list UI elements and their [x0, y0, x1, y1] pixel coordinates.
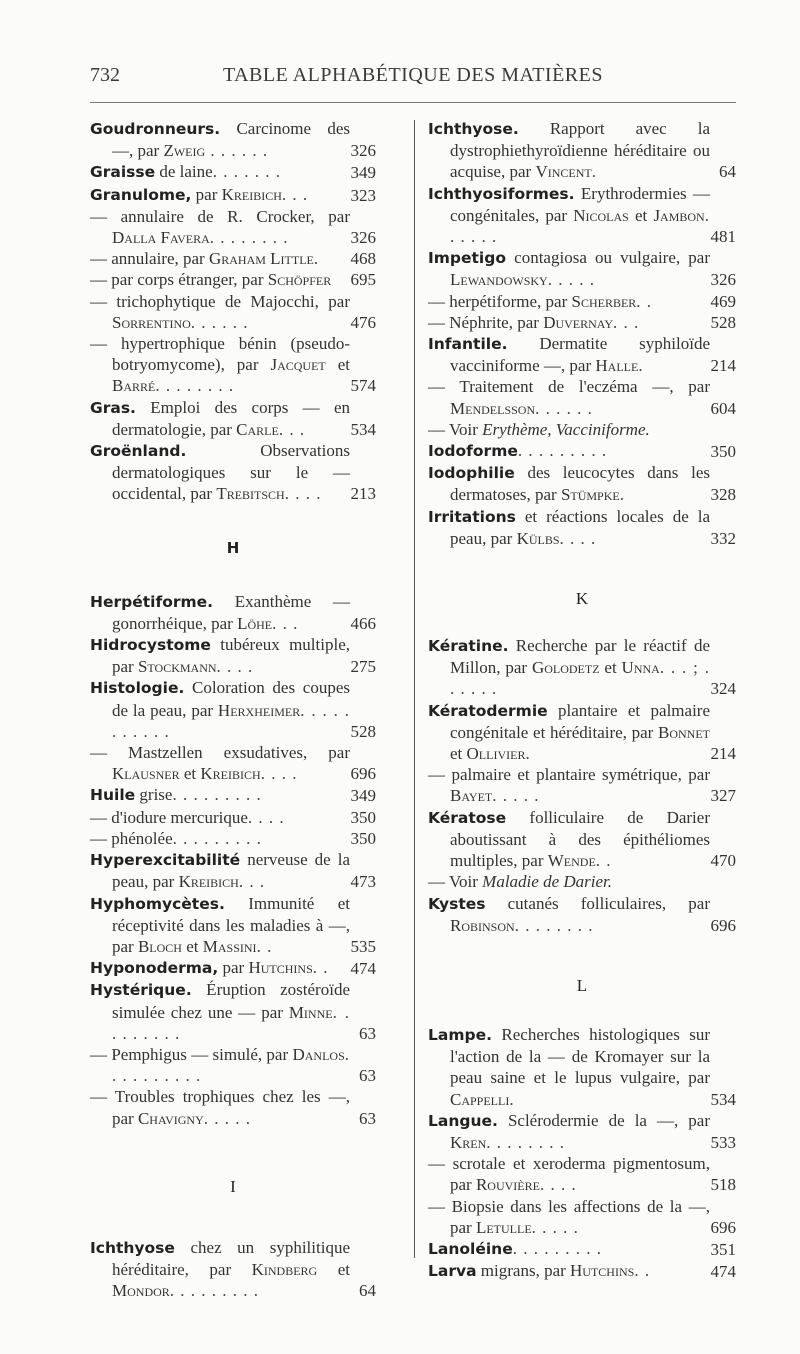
entry-keyword: Gras. — [90, 398, 136, 417]
entry-leaders: . . . . . . . . . — [172, 785, 262, 805]
index-entry — [90, 849, 376, 892]
entry-author: Kreibich — [200, 764, 261, 784]
entry-author: Mendelsson — [450, 398, 536, 418]
entry-text: cutanés folliculaires, par — [485, 893, 710, 913]
entry-author: Halle — [595, 356, 639, 376]
index-entry — [90, 440, 376, 505]
header-rule — [90, 102, 736, 103]
entry-leaders: . . . . . . . . . — [169, 1281, 260, 1301]
entry-text: — annulaire de R. Crocker, par — [90, 206, 350, 226]
entry-leaders: . . — [595, 851, 612, 871]
index-entry — [428, 118, 736, 183]
index-entry — [428, 635, 736, 700]
entry-page: 63 — [359, 1023, 376, 1043]
section-letter-l: L — [576, 975, 588, 995]
entry-keyword: Kératodermie — [428, 701, 548, 720]
index-entry — [428, 893, 736, 936]
entry-page: 474 — [710, 1262, 736, 1282]
index-entry — [428, 183, 736, 248]
entry-author: Klausner — [112, 764, 180, 784]
entry-text: — par corps étranger, par — [90, 270, 268, 290]
index-entry — [428, 1196, 736, 1238]
entry-page: 534 — [350, 419, 376, 439]
entry-page: 213 — [350, 484, 376, 504]
entry-author: Kren — [450, 1132, 487, 1152]
entry-keyword: Hystérique. — [90, 981, 192, 1000]
entry-text: — Néphrite, par — [428, 312, 544, 332]
index-entry — [90, 291, 376, 333]
entry-page: 64 — [719, 162, 736, 182]
entry-keyword: Herpétiforme. — [90, 592, 214, 611]
index-entry — [428, 376, 736, 418]
index-entry — [90, 677, 376, 742]
entry-page: 474 — [350, 959, 376, 979]
entry-keyword: Iodoforme — [428, 442, 518, 461]
entry-leaders: . . . . — [539, 1175, 577, 1195]
entry-author: Scherber — [571, 291, 637, 311]
entry-leaders: . . . — [278, 419, 306, 439]
index-entry — [90, 893, 376, 958]
index-entry — [428, 1260, 736, 1282]
right-column — [428, 118, 736, 1282]
entry-text: grise — [135, 785, 173, 805]
entry-leaders: . . . . . . . . . — [512, 1238, 602, 1258]
index-entry — [90, 1086, 376, 1128]
entry-keyword: Ichthyosiformes. — [428, 184, 575, 203]
index-entry — [428, 807, 736, 872]
index-entry — [428, 462, 736, 505]
entry-leaders: . . . — [238, 872, 266, 892]
section-letter-i: I — [230, 1176, 236, 1196]
entry-author: Külbs — [516, 528, 560, 548]
entry-crossref: Maladie de Darier. — [482, 872, 613, 892]
entry-keyword: Kératine. — [428, 637, 509, 656]
entry-keyword: Iodophilie — [428, 464, 515, 483]
entry-leaders: . . . . — [247, 807, 285, 827]
index-entry — [428, 764, 736, 806]
entry-page: 326 — [710, 270, 736, 290]
entry-text: tubéreux multiple, par — [112, 635, 350, 677]
entry-page: 696 — [710, 1217, 736, 1237]
entry-author: Dalla Favera — [112, 228, 210, 248]
entry-keyword: Groënland. — [90, 442, 187, 461]
entry-author: Danlos — [292, 1044, 345, 1064]
index-entry — [428, 1238, 736, 1260]
entry-text: et — [181, 936, 203, 956]
entry-author: Jacquet — [270, 355, 326, 375]
entry-author: Hutchins — [570, 1261, 635, 1281]
entry-keyword: Langue. — [428, 1111, 498, 1130]
entry-leaders: . . . . . . . — [212, 162, 281, 182]
entry-text: Erythrodermies — congénitales, par — [450, 183, 710, 225]
index-entry — [90, 591, 376, 634]
entry-author: Schöpfer — [267, 270, 332, 290]
entry-leaders: . . . . . — [492, 786, 540, 806]
entry-keyword: Hidrocystome — [90, 636, 211, 655]
entry-text: — hypertrophique bénin (pseudo-botryomycome), par — [90, 334, 350, 375]
index-entry — [90, 184, 376, 206]
entry-page: 64 — [359, 1281, 376, 1301]
index-entry — [428, 333, 736, 376]
entry-leaders: . . — [256, 936, 273, 956]
entry-page: 349 — [350, 786, 376, 806]
entry-keyword: Ichthyose — [90, 1238, 175, 1257]
entry-text: Emploi des corps — en dermatologie, par — [112, 397, 350, 439]
entry-author: Trebitsch — [216, 484, 285, 504]
entry-author: Stockmann — [137, 657, 217, 677]
entry-text: et réactions locales de la peau, par — [450, 506, 710, 548]
section-letter-k: K — [575, 589, 589, 609]
index-entry — [90, 957, 376, 979]
entry-leaders: . . — [636, 291, 653, 311]
entry-page: 469 — [710, 291, 736, 311]
entry-text: Éruption zostéroïde simulée chez une — par — [112, 980, 350, 1022]
entry-author: Chavigny — [137, 1108, 204, 1128]
entry-leaders: . . . — [272, 613, 299, 633]
entry-leaders: . . . . . . . . . — [112, 1002, 351, 1043]
entry-author: Duvernay — [543, 312, 614, 332]
entry-text: Rapport avec la dystrophiethyroïdienne héréditaire ou acquise, par — [450, 119, 710, 182]
entry-text: folliculaire de Darier aboutissant à des épithéliomes multiples, par — [450, 807, 710, 871]
entry-author: Cappelli — [450, 1089, 510, 1109]
entry-keyword: Goudronneurs. — [90, 120, 221, 138]
entry-page: 349 — [350, 163, 376, 183]
index-entry — [90, 828, 376, 849]
entry-author: Herxheimer — [217, 700, 301, 720]
entry-leaders: . . . . . . . . — [486, 1132, 566, 1152]
index-entry — [90, 397, 376, 440]
page-header — [90, 64, 736, 94]
entry-page: 327 — [710, 786, 736, 806]
entry-page: 326 — [350, 141, 376, 161]
index-entry — [428, 871, 736, 892]
entry-keyword: Ichthyose. — [428, 120, 519, 138]
entry-text: — Voir — [428, 419, 483, 439]
entry-keyword: Infantile. — [428, 335, 508, 354]
entry-author: Nicolas — [573, 205, 629, 225]
entry-author: Letulle — [475, 1217, 532, 1237]
entry-leaders: . — [619, 485, 625, 505]
entry-keyword: Lampe. — [428, 1025, 492, 1044]
entry-text: Dermatite syphiloïde vacciniforme —, par — [450, 334, 710, 376]
entry-author: Barré — [112, 376, 156, 396]
entry-text: — Troubles trophiques chez les —, par — [90, 1087, 350, 1128]
entry-author: Rouvière — [475, 1175, 540, 1195]
entry-page: 350 — [350, 828, 376, 848]
entry-leaders: . . . . . . — [450, 205, 710, 247]
index-entry — [428, 247, 736, 290]
entry-author: Löhe — [237, 613, 273, 633]
entry-leaders: . . . — [613, 312, 640, 332]
entry-author: Kindberg — [251, 1259, 318, 1279]
entry-leaders: . — [591, 162, 597, 182]
entry-page: 332 — [710, 528, 736, 548]
entry-crossref: Erythème, Vacciniforme. — [482, 419, 650, 439]
index-entry — [90, 807, 376, 828]
entry-text: — Mastzellen exsudatives, par — [90, 743, 350, 763]
entry-keyword: Hyponoderma, — [90, 959, 219, 978]
index-entry — [428, 291, 736, 312]
entry-leaders: . . . . . — [531, 1217, 579, 1237]
entry-author: Kreibich — [178, 872, 239, 892]
entry-keyword: Graisse — [90, 163, 156, 182]
index-entry — [428, 1024, 736, 1110]
entry-text: par — [218, 958, 249, 978]
entry-author: Lewandowsky — [450, 270, 548, 290]
entry-leaders: . . . . . — [547, 270, 595, 290]
entry-page: 350 — [350, 807, 376, 827]
entry-text: Recherches histologiques sur l'action de la — de Kromayer sur la peau saine et le lupus vulgaire, par — [450, 1024, 710, 1088]
index-entry — [428, 1153, 736, 1195]
entry-page: 528 — [710, 312, 736, 332]
entry-text: — scrotale et xeroderma pigmentosum, par — [428, 1154, 710, 1195]
index-entry — [90, 634, 376, 677]
entry-leaders: . . . . . . . . . . — [112, 1044, 350, 1086]
index-entry — [90, 248, 376, 269]
entry-leaders: . . . . — [260, 764, 298, 784]
entry-text: — d'iodure mercurique — [90, 807, 248, 827]
entry-leaders: . . . . . . — [205, 141, 269, 161]
entry-leaders: . — [313, 249, 320, 269]
entry-page: 481 — [710, 227, 736, 247]
index-entry — [90, 206, 376, 248]
entry-page: 695 — [350, 270, 376, 290]
entry-text: et — [628, 205, 654, 225]
entry-page: 63 — [359, 1066, 376, 1086]
index-entry — [90, 1237, 376, 1302]
entry-keyword: Granulome, — [90, 185, 192, 204]
entry-author: Golodetz — [531, 658, 600, 678]
entry-leaders: . . . . . . . . . — [517, 441, 608, 461]
entry-text: nerveuse de la peau, par — [112, 850, 350, 892]
index-entry — [428, 506, 736, 549]
entry-page: 696 — [710, 915, 736, 935]
index-entry — [90, 118, 376, 161]
entry-leaders: . . . . — [216, 657, 254, 677]
entry-author: Kreibich — [221, 184, 282, 204]
entry-author: Bayet — [450, 786, 493, 806]
entry-leaders: . — [638, 356, 644, 376]
entry-text: plantaire et palmaire congénitale et héréditaire, par — [450, 700, 710, 742]
entry-text: — herpétiforme, par — [428, 291, 572, 311]
entry-leaders: . . . . . . . . . . . — [112, 700, 350, 741]
entry-page: 533 — [710, 1132, 736, 1152]
entry-text: de laine — [155, 162, 213, 182]
entry-page: 574 — [350, 376, 376, 396]
index-entry — [90, 742, 376, 784]
entry-leaders: . . . . — [284, 484, 322, 504]
index-entry — [428, 1110, 736, 1153]
entry-page: 470 — [710, 851, 736, 871]
entry-page: 323 — [350, 185, 376, 205]
entry-author: Graham Little — [208, 249, 314, 269]
entry-page: 473 — [350, 872, 376, 892]
page-number: 732 — [90, 64, 120, 86]
entry-leaders: . . . ; . . . . . . — [450, 658, 710, 699]
entry-author: Mondor — [112, 1281, 170, 1301]
entry-page: 328 — [710, 485, 736, 505]
entry-page: 476 — [350, 312, 376, 332]
entry-text: — Voir — [428, 872, 483, 892]
index-entry — [428, 419, 736, 440]
index-entry — [428, 700, 736, 765]
entry-text: et — [450, 744, 467, 764]
entry-leaders: . . . . . — [203, 1108, 252, 1128]
entry-text: — trichophytique de Majocchi, par — [90, 291, 350, 311]
entry-keyword: Hyphomycètes. — [90, 894, 225, 913]
entry-keyword: Irritations — [428, 507, 516, 526]
entry-keyword: Impetigo — [428, 249, 506, 268]
entry-page: 326 — [350, 228, 376, 248]
entry-text: Immunité et réceptivité dans les maladies à —, par — [112, 893, 350, 956]
entry-text: et — [325, 355, 350, 375]
entry-text: Observations dermatologiques sur le — occidental, par — [112, 441, 350, 504]
entry-leaders: . . — [634, 1261, 651, 1281]
column-divider — [414, 120, 415, 1258]
entry-page: 696 — [350, 764, 376, 784]
section-letter-h: H — [226, 538, 240, 557]
entry-leaders: . . . . . . — [190, 312, 249, 332]
entry-author: Bonnet — [658, 722, 710, 742]
entry-author: Massini — [202, 936, 257, 956]
entry-author: Sorrentino — [112, 312, 191, 332]
running-title: TABLE ALPHABÉTIQUE DES MATIÈRES — [222, 64, 603, 86]
entry-text: Coloration des coupes de la peau, par — [112, 678, 350, 720]
entry-leaders: . . . — [281, 184, 309, 204]
entry-text: chez un syphilitique héréditaire, par — [112, 1237, 350, 1279]
entry-author: Hutchins — [248, 958, 313, 978]
entry-text: et — [317, 1259, 350, 1279]
entry-leaders: . — [509, 1089, 515, 1109]
entry-keyword: Kystes — [428, 894, 486, 913]
entry-leaders: . . . . . . . . — [155, 376, 235, 396]
entry-page: 534 — [710, 1089, 736, 1109]
index-entry — [90, 784, 376, 806]
index-entry — [90, 333, 376, 397]
entry-text: et — [599, 658, 622, 678]
entry-author: Unna — [621, 658, 660, 678]
entry-author: Carle — [236, 419, 279, 439]
entry-keyword: Lanoléine — [428, 1239, 513, 1258]
entry-author: Jambon — [653, 205, 705, 225]
entry-text: — Traitement de l'eczéma —, par — [428, 377, 710, 397]
entry-author: Robinson — [450, 915, 515, 935]
entry-keyword: Huile — [90, 786, 136, 805]
entry-author: Wende — [547, 851, 596, 871]
entry-page: 468 — [350, 249, 376, 269]
index-entry — [90, 1044, 376, 1086]
entry-author: Stümpke — [560, 485, 620, 505]
entry-author: Bloch — [137, 936, 182, 956]
entry-page: 518 — [710, 1175, 736, 1195]
entry-leaders: . . . . . . . . — [514, 915, 594, 935]
entry-text: — Pemphigus — simulé, par — [90, 1044, 293, 1064]
entry-page: 466 — [350, 613, 376, 633]
entry-page: 528 — [350, 721, 376, 741]
entry-text: contagiosa ou vulgaire, par — [506, 248, 710, 268]
entry-author: Zweig — [163, 141, 206, 161]
entry-text: des leucocytes dans les dermatoses, par — [450, 463, 710, 505]
entry-page: 535 — [350, 936, 376, 956]
entry-text: — annulaire, par — [90, 249, 209, 269]
index-entry — [90, 269, 376, 290]
entry-page: 214 — [710, 356, 736, 376]
entry-page: 275 — [350, 657, 376, 677]
entry-text: Exanthème — gonorrhéique, par — [112, 591, 350, 633]
entry-author: Vincent — [535, 162, 592, 182]
entry-text: Sclérodermie de la —, par — [497, 1110, 710, 1130]
entry-text: Carcinome des —, par — [112, 119, 350, 161]
entry-page: 350 — [710, 442, 736, 462]
entry-leaders: . . — [312, 958, 329, 978]
entry-page: 351 — [710, 1239, 736, 1259]
entry-text: — Biopsie dans les affections de la —, par — [428, 1196, 710, 1237]
entry-page: 324 — [710, 679, 736, 699]
entry-text: Recherche par le réactif de Millon, par — [450, 636, 710, 678]
entry-leaders: . . . . — [559, 528, 597, 548]
entry-leaders: . — [525, 744, 531, 764]
entry-author: Ollivier — [466, 744, 526, 764]
entry-text: migrans, par — [476, 1261, 571, 1281]
entry-keyword: Histologie. — [90, 679, 185, 698]
entry-text: — phénolée — [90, 828, 173, 848]
index-entry — [428, 312, 736, 333]
entry-keyword: Larva — [428, 1262, 477, 1281]
index-entry — [428, 440, 736, 462]
entry-page: 604 — [710, 398, 736, 418]
entry-text: — palmaire et plantaire symétrique, par — [428, 765, 710, 785]
entry-keyword: Kératose — [428, 808, 507, 827]
index-entry — [90, 161, 376, 183]
entry-leaders: . . . . . . — [535, 398, 593, 418]
entry-keyword: Hyperexcitabilité — [90, 851, 241, 870]
entry-leaders: . . . . . . . . — [209, 228, 289, 248]
index-entry — [90, 979, 376, 1044]
left-column — [90, 118, 376, 1301]
entry-page: 214 — [710, 744, 736, 764]
entry-page: 63 — [359, 1108, 376, 1128]
entry-text: et — [179, 764, 201, 784]
entry-author: Minne — [288, 1002, 333, 1022]
entry-leaders: . . . . . . . . . — [172, 828, 262, 848]
entry-text: par — [191, 184, 222, 204]
